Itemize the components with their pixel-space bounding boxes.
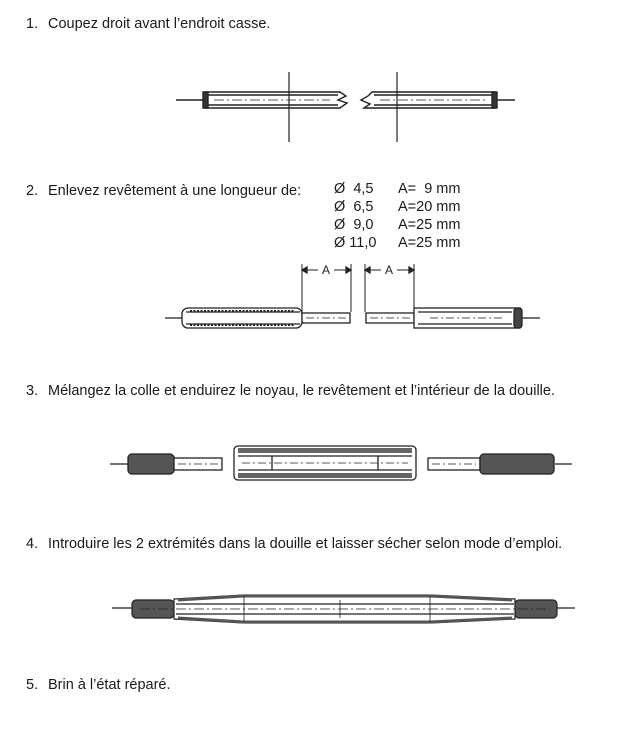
length-value: A= 9 mm [398,181,461,197]
diameter-value: Ø 9,0 [334,217,374,233]
dimension-row [334,180,488,198]
length-value: A=25 mm [398,217,461,233]
step-2-text: Enlevez revêtement à une longueur de: [48,183,302,199]
step-3-number: 3. [26,383,39,399]
diameter-value: Ø 6,5 [334,199,374,215]
step-4-text: Introduire les 2 extrémités dans la douille et laisser sécher selon mode d’emploi. [48,536,563,552]
dimension-row [334,216,488,234]
figure-assembled-repair [0,588,618,638]
figure-cut-rod [0,70,618,150]
step-1-text: Coupez droit avant l’endroit casse. [48,16,271,32]
step-4 [26,535,562,553]
dimension-label-a-left: A [321,263,331,277]
diameter-value: Ø 11,0 [334,235,377,251]
dimension-label-a-right: A [384,263,394,277]
figure-stripped-rods [0,262,618,342]
figure-sleeve-separated [0,440,618,490]
dimension-row [334,198,488,216]
length-value: A=25 mm [398,235,461,251]
step-1 [26,15,270,33]
step-5-number: 5. [26,677,39,693]
length-value: A=20 mm [398,199,461,215]
step-5-text: Brin à l’état réparé. [48,677,171,693]
step-1-number: 1. [26,16,39,32]
dimension-table [334,180,488,252]
step-3 [26,382,555,400]
step-3-text: Mélangez la colle et enduirez le noyau, le revêtement et l’intérieur de la douille. [48,383,555,399]
dimension-row [334,234,488,252]
step-4-number: 4. [26,536,39,552]
step-2 [26,182,301,200]
step-5 [26,676,171,694]
diameter-value: Ø 4,5 [334,181,374,197]
step-2-number: 2. [26,183,39,199]
